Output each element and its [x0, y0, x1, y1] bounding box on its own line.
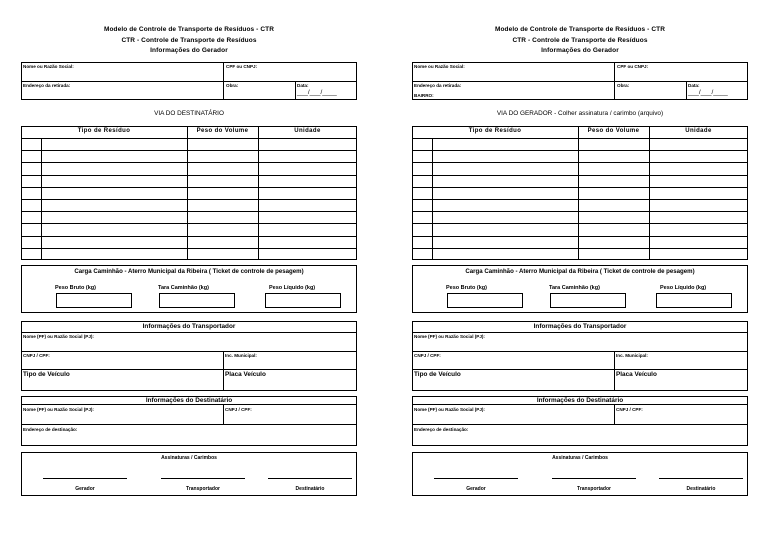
peso-bruto-label: Peso Bruto (kg)	[55, 285, 96, 291]
destinatario-signature-line[interactable]	[659, 478, 743, 479]
data-field[interactable]: ___/___/____	[688, 89, 728, 96]
tara-label: Tara Caminhão (kg)	[158, 285, 209, 291]
cpf-cnpj-label: CPF ou CNPJ:	[226, 64, 258, 69]
table-row[interactable]	[21, 211, 357, 212]
ctr-form-gerador	[412, 0, 748, 543]
carga-title: Carga Caminhão - Aterro Municipal da Ribeira ( Ticket de controle de pesagem)	[74, 268, 304, 275]
bairro-label: BAIRRO:	[414, 93, 434, 98]
peso-bruto-input[interactable]	[56, 293, 132, 308]
table-row[interactable]	[412, 211, 748, 212]
via-label: VIA DO GERADOR - Colher assinatura / carimbo (arquivo)	[496, 110, 664, 117]
gerador-signature-line[interactable]	[434, 478, 518, 479]
col-tipo-residuo: Tipo de Resíduo	[77, 128, 131, 134]
header-subtitle: CTR - Controle de Transporte de Resíduos	[512, 37, 648, 44]
table-row[interactable]	[21, 248, 357, 249]
table-row[interactable]	[412, 175, 748, 176]
tara-input[interactable]	[159, 293, 235, 308]
via-label: VIA DO DESTINATÁRIO	[154, 110, 224, 117]
destinatario-nome-label: Nome (PF) ou Razão Social (PJ):	[414, 407, 485, 412]
endereco-retirada-label: Endereço da retirada:	[23, 83, 71, 88]
table-row[interactable]	[21, 199, 357, 200]
transportador-nome-label: Nome (PF) ou Razão Social (PJ):	[23, 334, 94, 339]
destinatario-nome-label: Nome (PF) ou Razão Social (PJ):	[23, 407, 94, 412]
transportador-title: Informações do Transportador	[142, 323, 236, 330]
transportador-signature-label: Transportador	[186, 486, 220, 492]
data-label: Data:	[688, 83, 700, 88]
col-unidade: Unidade	[294, 128, 321, 134]
waste-table	[21, 126, 357, 260]
endereco-retirada-label: Endereço da retirada:	[414, 83, 462, 88]
table-row[interactable]	[412, 199, 748, 200]
inc-municipal-label: Inc. Municipal:	[225, 353, 257, 358]
transportador-signature-line[interactable]	[552, 478, 636, 479]
placa-veiculo-label: Placa Veículo	[225, 371, 266, 378]
table-row[interactable]	[412, 223, 748, 224]
gerador-signature-label: Gerador	[75, 486, 95, 492]
peso-liquido-input[interactable]	[265, 293, 341, 308]
tipo-veiculo-label: Tipo de Veículo	[414, 371, 461, 378]
table-row[interactable]	[412, 162, 748, 163]
assinaturas-title: Assinaturas / Carimbos	[161, 455, 217, 461]
ctr-form-destinatario	[21, 0, 357, 543]
table-row[interactable]	[21, 236, 357, 237]
destinatario-signature-label: Destinatário	[686, 486, 716, 492]
destinatario-cnpj-label: CNPJ / CPF:	[616, 407, 643, 412]
destinatario-cnpj-label: CNPJ / CPF:	[225, 407, 252, 412]
table-row[interactable]	[412, 248, 748, 249]
table-row[interactable]	[21, 175, 357, 176]
waste-table	[412, 126, 748, 260]
table-row[interactable]	[412, 187, 748, 188]
header-section: Informações do Gerador	[541, 47, 619, 54]
gerador-signature-line[interactable]	[43, 478, 127, 479]
transportador-cnpj-label: CNPJ / CPF:	[414, 353, 441, 358]
transportador-nome-label: Nome (PF) ou Razão Social (PJ):	[414, 334, 485, 339]
endereco-destinacao-label: Endereço de destinação:	[414, 427, 469, 432]
destinatario-signature-line[interactable]	[268, 478, 352, 479]
transportador-title: Informações do Transportador	[533, 323, 627, 330]
destinatario-title: Informações do Destinatário	[145, 397, 233, 404]
obra-label: Obra:	[617, 83, 630, 88]
header-title: Modelo de Controle de Transporte de Resíduos - CTR	[103, 26, 275, 33]
table-row[interactable]	[21, 187, 357, 188]
destinatario-title: Informações do Destinatário	[536, 397, 624, 404]
peso-liquido-input[interactable]	[656, 293, 732, 308]
col-peso-volume: Peso do Volume	[587, 128, 640, 134]
nome-razao-label: Nome ou Razão Social:	[414, 64, 465, 69]
col-unidade: Unidade	[685, 128, 712, 134]
data-field[interactable]: ___/___/____	[297, 89, 337, 96]
table-row[interactable]	[412, 236, 748, 237]
header-section: Informações do Gerador	[150, 47, 228, 54]
placa-veiculo-label: Placa Veículo	[616, 371, 657, 378]
tipo-veiculo-label: Tipo de Veículo	[23, 371, 70, 378]
tara-label: Tara Caminhão (kg)	[549, 285, 600, 291]
cpf-cnpj-label: CPF ou CNPJ:	[617, 64, 649, 69]
transportador-signature-line[interactable]	[161, 478, 245, 479]
gerador-signature-label: Gerador	[466, 486, 486, 492]
table-row[interactable]	[21, 138, 357, 139]
table-row[interactable]	[21, 162, 357, 163]
transportador-signature-label: Transportador	[577, 486, 611, 492]
col-peso-volume: Peso do Volume	[196, 128, 249, 134]
inc-municipal-label: Inc. Municipal:	[616, 353, 648, 358]
peso-bruto-label: Peso Bruto (kg)	[446, 285, 487, 291]
table-row[interactable]	[21, 150, 357, 151]
table-row[interactable]	[21, 223, 357, 224]
carga-title: Carga Caminhão - Aterro Municipal da Ribeira ( Ticket de controle de pesagem)	[465, 268, 695, 275]
transportador-cnpj-label: CNPJ / CPF:	[23, 353, 50, 358]
obra-label: Obra:	[226, 83, 239, 88]
header-subtitle: CTR - Controle de Transporte de Resíduos	[121, 37, 257, 44]
assinaturas-title: Assinaturas / Carimbos	[552, 455, 608, 461]
header-title: Modelo de Controle de Transporte de Resíduos - CTR	[494, 26, 666, 33]
peso-liquido-label: Peso Líquido (kg)	[660, 285, 707, 291]
peso-liquido-label: Peso Líquido (kg)	[269, 285, 316, 291]
tara-input[interactable]	[550, 293, 626, 308]
nome-razao-label: Nome ou Razão Social:	[23, 64, 74, 69]
table-row[interactable]	[412, 150, 748, 151]
endereco-destinacao-label: Endereço de destinação:	[23, 427, 78, 432]
col-tipo-residuo: Tipo de Resíduo	[468, 128, 522, 134]
data-label: Data:	[297, 83, 309, 88]
peso-bruto-input[interactable]	[447, 293, 523, 308]
destinatario-signature-label: Destinatário	[295, 486, 325, 492]
table-row[interactable]	[412, 138, 748, 139]
